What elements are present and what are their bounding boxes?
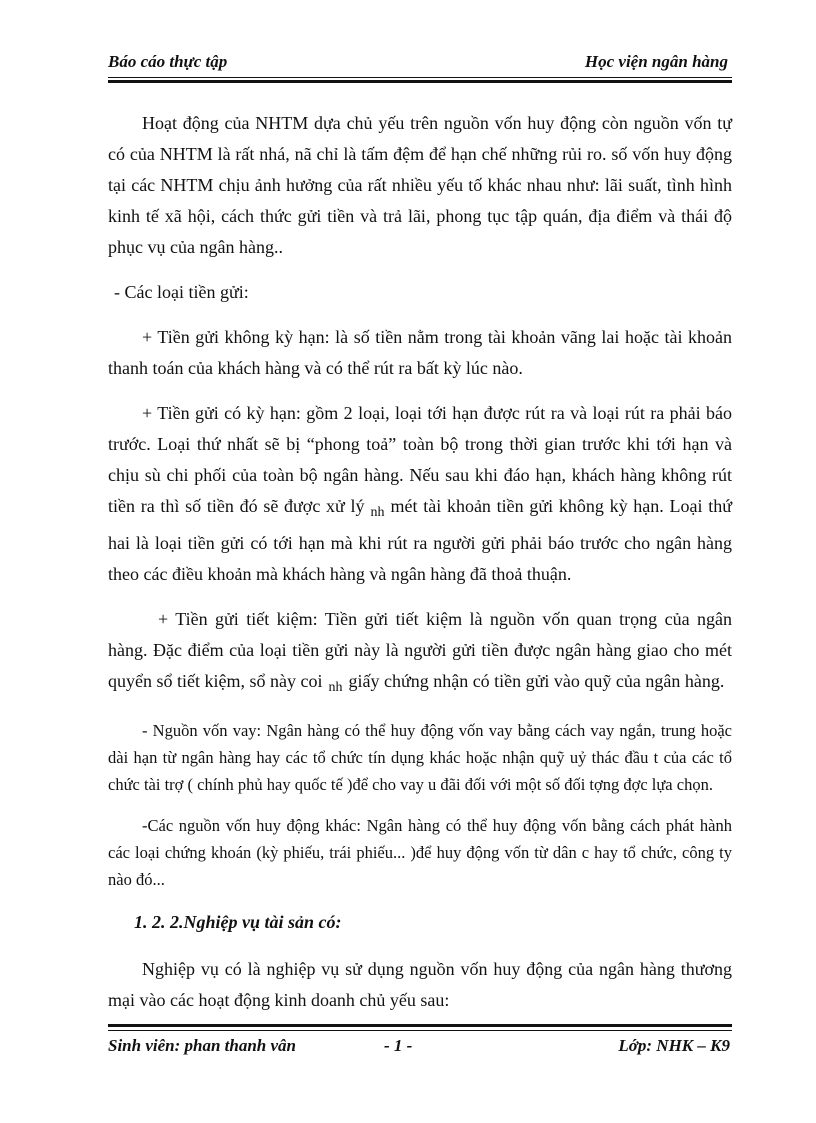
page-footer — [108, 1036, 732, 1062]
paragraph-deposit-types: - Các loại tiền gửi: — [114, 282, 249, 302]
header-rule-thick — [108, 80, 732, 83]
paragraph-term-deposit — [108, 398, 732, 590]
paragraph-assets-intro: Nghiệp vụ có là nghiệp vụ sử dụng nguồn vốn huy động của ngân hàng thương mại vào các hoạt động kinh doanh chủ yếu sau: — [108, 959, 732, 1010]
term-deposit-nh: nh — [370, 505, 385, 520]
paragraph-demand-deposit: + Tiền gửi không kỳ hạn: là số tiền nằm trong tài khoản vãng lai hoặc tài khoản thanh toán của khách hàng và có thể rút ra bất kỳ lúc nào. — [108, 327, 732, 378]
paragraph-other-sources: -Các nguồn vốn huy động khác: Ngân hàng có thể huy động vốn bằng cách phát hành các loại chứng khoán (kỳ phiếu, trái phiếu... )để huy động vốn từ dân c hay tổ chức, công ty nào đó... — [108, 816, 732, 889]
footer-page-number: - 1 - — [384, 1036, 413, 1055]
page-header — [108, 50, 732, 76]
section-heading: 1. 2. 2.Nghiệp vụ tài sản có: — [134, 912, 342, 932]
footer-rule-thin — [108, 1030, 732, 1031]
header-left-title: Báo cáo thực tập — [108, 52, 228, 71]
footer-student: Sinh viên: phan thanh vân — [108, 1036, 297, 1055]
footer-class: Lớp: NHK – K9 — [618, 1036, 730, 1055]
savings-text-a: + Tiền gửi tiết kiệm: Tiền gửi tiết kiệm là nguồn vốn quan trọng của ngân hàng. Đặc điểm của loại tiền gửi này là người gửi tiền được ngân hàng giao cho mét quyển sổ tiết kiệm, sổ này coi — [108, 609, 732, 691]
paragraph-savings — [108, 604, 732, 703]
savings-text-b: giấy chứng nhận có tiền gửi vào quỹ của ngân hàng. — [348, 671, 725, 691]
term-deposit-text-a: + Tiền gửi có kỳ hạn: gồm 2 loại, loại tới hạn được rút ra và loại rút ra phải báo trước. Loại thứ nhất sẽ bị “phong toả” toàn bộ trong thời gian trước khi tới hạn và chịu sù chi phối của toàn bộ ngân hàng. Nếu sau khi đáo hạn, khách hàng không rút tiền ra thì số tiền đó sẽ được xử lý — [108, 403, 732, 516]
document-body — [108, 108, 732, 1030]
paragraph-intro: Hoạt động của NHTM dựa chủ yếu trên nguồn vốn huy động còn nguồn vốn tự có của NHTM là rất nhá, nã chỉ là tấm đệm để hạn chế những rủi ro. số vốn huy động tại các NHTM chịu ảnh hưởng của rất nhiều yếu tố khác nhau như: lãi suất, tình hình kinh tế xã hội, cách thức gửi tiền và trả lãi, phong tục tập quán, địa điểm và thái độ phục vụ của ngân hàng.. — [108, 113, 732, 257]
header-right-title: Học viện ngân hàng — [584, 52, 728, 71]
savings-nh: nh — [328, 680, 343, 695]
paragraph-loans: - Nguồn vốn vay: Ngân hàng có thể huy động vốn vay bằng cách vay ngắn, trung hoặc dài hạn từ ngân hàng hay các tổ chức tín dụng khác hoặc nhận quỹ uỷ thác đầu t của các tổ chức tài trợ ( chính phủ hay quốc tế )để cho vay u đãi đối với một số đối tợng đợc lựa chọn. — [108, 721, 732, 794]
header-rule-thin — [108, 77, 732, 78]
footer-rule-thick — [108, 1024, 732, 1027]
term-deposit-text-b: mét tài khoản tiền gửi không kỳ hạn. Loại thứ hai là loại tiền gửi có tới hạn mà khi rút ra người gửi phải báo trước cho ngân hàng theo các điều khoản mà khách hàng và ngân hàng đã thoả thuận. — [108, 496, 732, 584]
